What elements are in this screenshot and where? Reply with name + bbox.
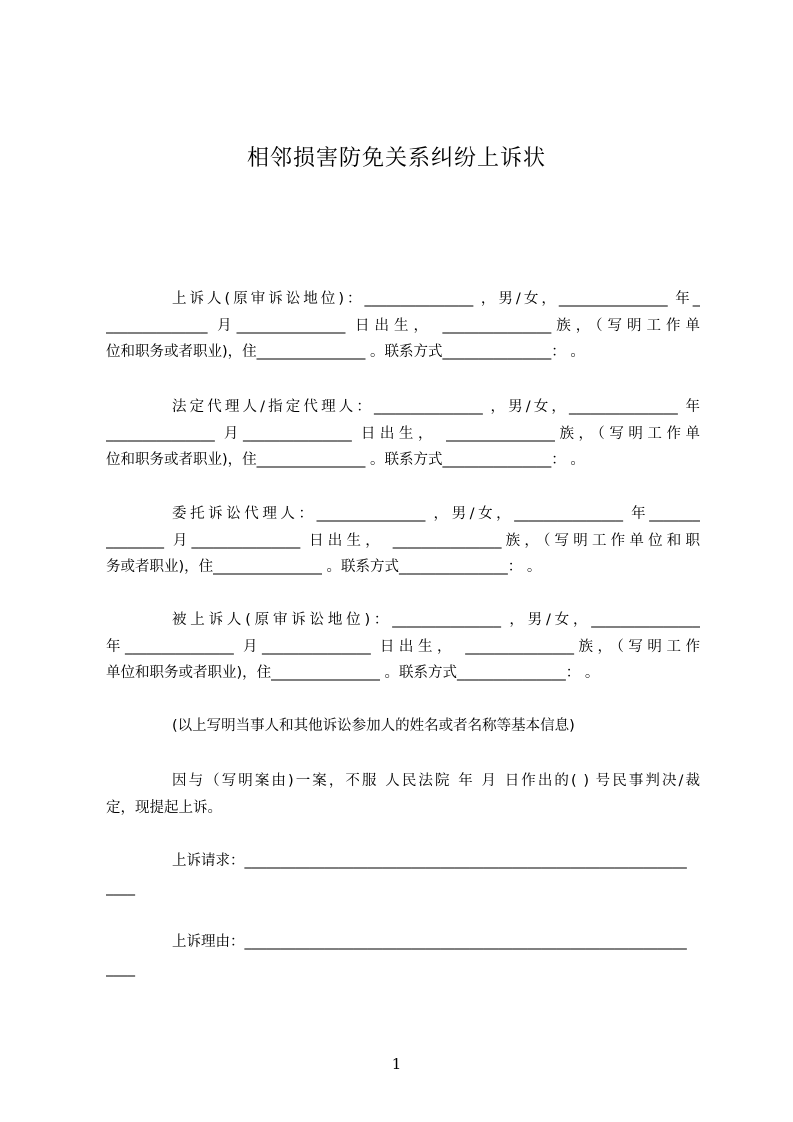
cause-section — [106, 768, 700, 821]
parties-note — [106, 713, 700, 740]
request-line-1: 上诉请求：_____________________________________________________________ — [172, 853, 687, 869]
legal-agent-section — [106, 394, 700, 474]
request-line-2: ____ — [106, 879, 135, 896]
reason-section — [106, 929, 700, 982]
appellant-line-2: ______________ 月_______________ 日出生， _______________族，（写明工作单 — [106, 317, 700, 334]
reason-line-1: 上诉理由：_____________________________________________________________ — [172, 934, 687, 950]
appellant-section — [106, 286, 700, 366]
entrusted-agent-section — [106, 501, 700, 581]
cause-line-2: 定，现提起上诉。 — [106, 799, 222, 816]
parties-note-text: (以上写明当事人和其他诉讼参加人的姓名或者名称等基本信息) — [172, 718, 575, 734]
appellant-line-1: 上诉人(原审诉讼地位)：_______________ ，男/女，_______________ 年_ — [172, 291, 700, 307]
appellee-line-1: 被上诉人(原审诉讼地位)：_______________ ，男/女，_______________ — [172, 612, 700, 628]
entrusted-agent-line-1: 委托诉讼代理人：_______________ ，男/女，_______________ 年_______ — [172, 506, 700, 522]
page-number: 1 — [391, 1055, 402, 1073]
reason-line-2: ____ — [106, 960, 135, 977]
appellant-line-3: 位和职务或者职业)，住_______________ 。联系方式_______________： 。 — [106, 344, 585, 360]
document-title: 相邻损害防免关系纠纷上诉状 — [246, 146, 546, 171]
request-section — [106, 848, 700, 901]
entrusted-agent-line-2: ________ 月_______________ 日出生， _______________族，（写明工作单位和职 — [106, 532, 700, 549]
entrusted-agent-line-3: 务或者职业)，住_______________ 。联系方式_______________： 。 — [106, 559, 542, 575]
cause-line-1: 因与（写明案由)一案，不服 人民法院 年 月 日作出的( ) 号民事判决/裁 — [172, 773, 700, 789]
legal-agent-line-1: 法定代理人/指定代理人：_______________ ，男/女，_______________ 年 — [172, 399, 700, 415]
appellee-section — [106, 607, 700, 687]
legal-agent-line-3: 位和职务或者职业)，住_______________ 。联系方式_______________： 。 — [106, 452, 585, 468]
appellee-line-3: 单位和职务或者职业)，住_______________ 。联系方式_______________： 。 — [106, 665, 600, 681]
appellee-line-2: 年_______________ 月_______________ 日出生， _______________族，（写明工作 — [106, 638, 700, 655]
legal-agent-line-2: _______________ 月_______________ 日出生， _______________族，（写明工作单 — [106, 425, 700, 442]
